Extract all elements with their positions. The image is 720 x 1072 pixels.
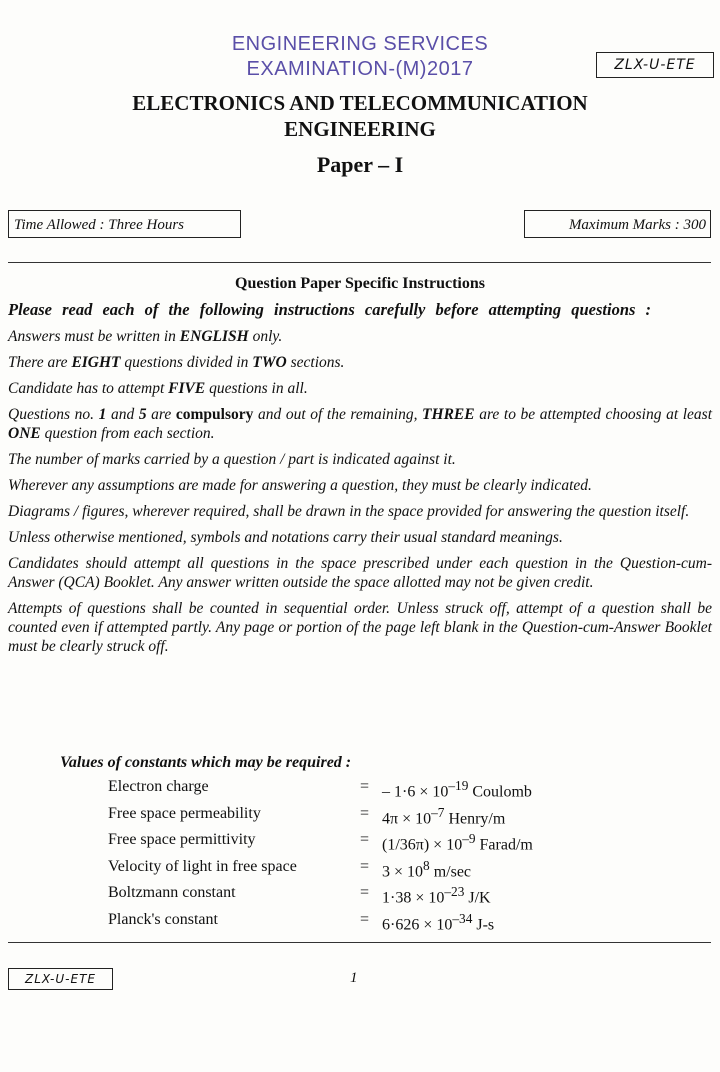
constant-name: Free space permittivity [108, 831, 256, 848]
instruction-question-count: There are EIGHT questions divided in TWO sections. [8, 354, 345, 371]
constant-name: Electron charge [108, 778, 209, 795]
equals-sign: = [360, 831, 370, 848]
instruction-language: Answers must be written in ENGLISH only. [8, 328, 283, 345]
instruction-sequence: Attempts of questions shall be counted in sequential order. Unless struck off, attempt of a question shall be counted even if attempted partly. Any page or portion of the page left blank in the Question-cum-Answer Booklet must be clearly struck off. [8, 600, 712, 655]
constant-name: Velocity of light in free space [108, 857, 297, 875]
constant-row [108, 858, 668, 885]
constant-value: $6\cdot 626 \times 10^{-34}$ J-s [382, 910, 495, 933]
instruction-diagrams: Diagrams / figures, wherever required, shall be drawn in the space provided for answering the question itself. [8, 503, 690, 520]
constant-name: Boltzmann constant [108, 884, 236, 901]
constant-value: $(1/36\pi) \times 10^{-9}$ Farad/m [382, 831, 533, 854]
exam-year: EXAMINATION-(M)2017 [246, 58, 474, 80]
page-number: 1 [350, 970, 358, 986]
constant-name: Free space permeability [108, 804, 261, 822]
instructions-heading: Question Paper Specific Instructions [235, 275, 485, 292]
constant-row [108, 884, 668, 911]
paper-title: Paper – I [316, 152, 404, 177]
exam-name: ENGINEERING SERVICES [231, 33, 489, 55]
constants-table [108, 778, 668, 937]
constant-row [108, 831, 668, 858]
footer-code-box: ZLX-U-ETE [8, 968, 113, 990]
instruction-compulsory: Questions no. 1 and 5 are compulsory and out of the remaining, THREE are to be attempted choosing at least ONE question from each section. [8, 406, 713, 442]
constant-value: – $1\cdot 6 \times 10^{-19}$ Coulomb [382, 778, 532, 801]
instruction-attempt-count: Candidate has to attempt FIVE questions in all. [8, 380, 308, 397]
instructions-lead: Please read each of the following instructions carefully before attempting questions : [8, 300, 652, 319]
equals-sign: = [360, 778, 370, 795]
instruction-marks: The number of marks carried by a question / part is indicated against it. [8, 451, 456, 468]
instruction-space: Candidates should attempt all questions in the space prescribed under each question in the Question-cum-Answer (QCA) Booklet. Any answer written outside the space allotted may not be given credit. [8, 555, 712, 591]
constant-value: $3 \times 10^8$ m/sec [382, 857, 472, 880]
divider-top [8, 262, 711, 263]
constant-row [108, 805, 668, 832]
subject-title: ELECTRONICS AND TELECOMMUNICATION ENGINEERING [132, 91, 588, 141]
paper-code-box: ZLX-U-ETE [596, 52, 714, 78]
constants-title: Values of constants which may be required : [60, 754, 352, 771]
max-marks-box: Maximum Marks : 300 [524, 210, 711, 238]
equals-sign: = [360, 857, 370, 875]
equals-sign: = [360, 910, 370, 928]
constant-name: Planck's constant [108, 910, 218, 928]
instruction-assumptions: Wherever any assumptions are made for answering a question, they must be clearly indicated. [8, 477, 592, 494]
constant-row [108, 778, 668, 805]
equals-sign: = [360, 884, 370, 901]
instructions-list [8, 300, 712, 663]
equals-sign: = [360, 804, 370, 822]
divider-bottom [8, 942, 711, 943]
instruction-notations: Unless otherwise mentioned, symbols and notations carry their usual standard meanings. [8, 529, 563, 546]
constant-row [108, 911, 668, 938]
time-allowed-box: Time Allowed : Three Hours [8, 210, 241, 238]
constant-value: $1\cdot 38 \times 10^{-23}$ J/K [382, 884, 491, 907]
constant-value: $4\pi \times 10^{-7}$ Henry/m [382, 804, 506, 827]
